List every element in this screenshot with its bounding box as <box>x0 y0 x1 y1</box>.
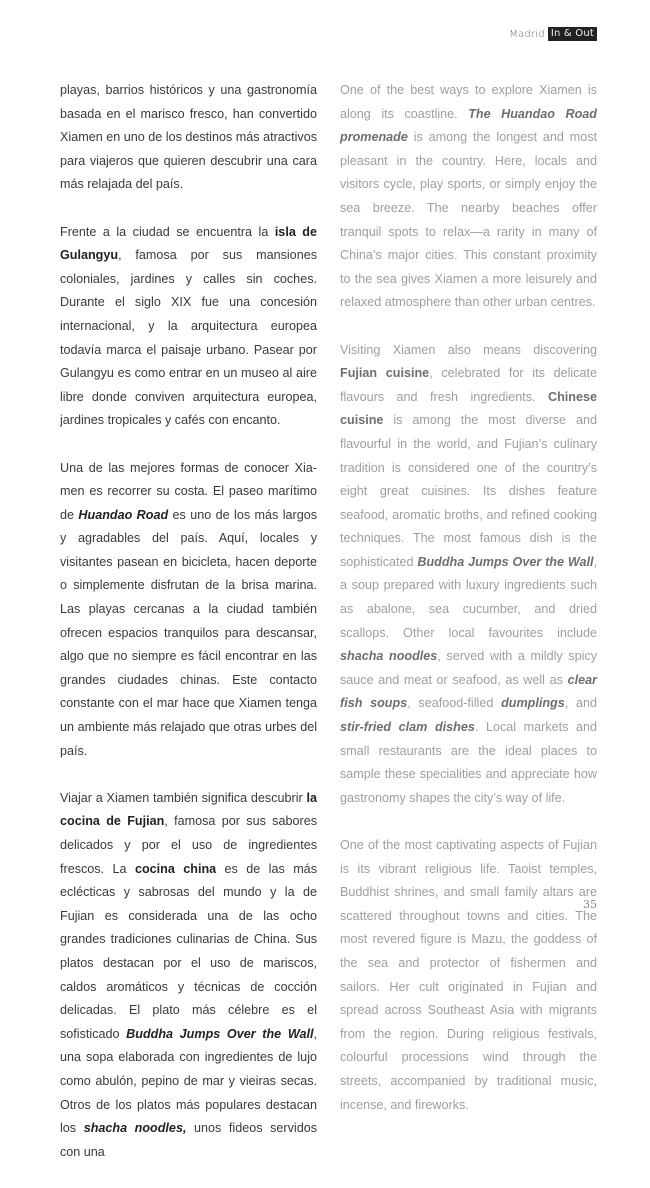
text-run: , and <box>564 696 597 711</box>
english-column <box>340 79 597 1141</box>
text-run: , famosa por sus sabores delicados y por el uso de ingredientes frescos. La <box>60 814 317 876</box>
section-tag: In & Out <box>548 27 597 41</box>
bold-term: cocina china <box>134 861 217 876</box>
text-run: , una sopa elaborada con ingredientes de lujo como abulón, pepino de mar y vieiras secas. Otros de los platos más populares destacan los <box>60 1026 317 1136</box>
emphasized-term: The Huandao Road promenade <box>340 106 598 145</box>
paragraph <box>60 221 317 433</box>
paragraph <box>60 787 317 1165</box>
text-run: , famosa por sus mansiones coloniales, jardines y calles sin coches. Durante el siglo XIX fue una concesión internacional, y la arquitectura europea todavía marca el paisaje urbano. Pasear por Gulangyu es como entrar en un museo al aire libre donde conviven arquitectura europea, jardines tropicales y cafés con encanto. <box>60 248 317 428</box>
emphasized-term: dumplings <box>501 696 565 711</box>
emphasized-term: shacha noodles <box>340 649 438 664</box>
bold-term: Chinese cuisine <box>340 389 597 428</box>
emphasized-term: shacha noodles, <box>83 1121 187 1136</box>
text-run: One of the best ways to explore Xiamen is along its coastline. <box>340 83 597 121</box>
paragraph <box>60 457 317 764</box>
text-run: , served with a mildly spicy sauce and meat or seafood, as well as <box>340 649 597 687</box>
text-run: playas, barrios históricos y una gastronomía basada en el marisco fresco, han convertido Xiamen en uno de los destinos más atractivos para viajeros que quieren descubrir una cara más relajada del país. <box>60 83 317 192</box>
paragraph <box>340 339 597 811</box>
text-run: Visiting Xiamen also means discovering <box>340 342 597 357</box>
text-run: . Local markets and small restaurants are the ideal places to sample these specialities and appreciate how gastronomy shapes the city’s way of life. <box>340 720 598 805</box>
magazine-brand: Madrid <box>509 28 545 40</box>
paragraph <box>60 79 317 197</box>
magazine-header <box>509 27 597 41</box>
emphasized-term: clear fish soups <box>340 672 597 711</box>
text-run: Frente a la ciudad se encuentra la <box>60 224 275 239</box>
emphasized-term: Buddha Jumps Over the Wall <box>126 1026 314 1041</box>
spanish-column <box>60 79 317 1188</box>
emphasized-term: stir-fried clam dishes <box>340 720 475 735</box>
text-run: One of the most captivating aspects of Fujian is its vibrant religious life. Taoist temples, Buddhist shrines, and small family altars are scattered throughout towns and cities. The most revered figure is Mazu, the goddess of the sea and protector of fishermen and sailors. Her cult originated in Fujian and spread across Southeast Asia with migrants from the region. During religious festivals, colourful processions wind through the streets, accompanied by traditional music, incense, and fireworks. <box>340 838 597 1112</box>
paragraph <box>340 79 597 315</box>
text-run: Viajar a Xiamen también significa descubrir <box>60 790 307 805</box>
bold-term: isla de Gulangyu <box>60 224 317 263</box>
text-run: is among the most diverse and flavourful in the world, and Fujian’s culinary tradition is considered one of the country’s eight great cuisines. Its dishes feature seafood, aromatic broths, and refined cooking techniques. The most famous dish is the sophisticated <box>340 413 597 569</box>
text-run: , seafood-filled <box>407 696 502 711</box>
paragraph <box>340 834 597 1117</box>
emphasized-term: Huandao Road <box>78 507 169 522</box>
text-run: unos fideos servidos con una <box>60 1121 317 1159</box>
text-run: es de las más eclécticas y sabrosas del mundo y la de Fujian es considerada una de las ocho grandes tradiciones culinarias de China. Sus platos destacan por el uso de mariscos, caldos aromáticos y técnicas de cocción delicadas. El plato más célebre es el sofisticado <box>60 861 317 1041</box>
bold-term: Fujian cuisine <box>340 366 430 381</box>
emphasized-term: Buddha Jumps Over the Wall <box>417 554 594 569</box>
bold-term: la cocina de Fujian <box>60 790 317 829</box>
page-number: 35 <box>583 898 597 911</box>
text-run: is among the longest and most pleasant in the country. Here, locals and visitors cycle, play sports, or simply enjoy the sea breeze. The nearby beaches offer tranquil spots to relax—a rarity in many of China’s major cities. This constant proximity to the sea gives Xiamen a more leisurely and relaxed atmosphere than other urban centres. <box>340 130 597 310</box>
text-run: Una de las mejores formas de conocer Xiamen es recorrer su costa. El paseo marítimo de <box>60 460 317 522</box>
text-run: , celebrated for its delicate flavours and fresh ingredients. <box>340 366 597 404</box>
text-run: , a soup prepared with luxury ingredients such as abalone, sea cucumber, and dried scallops. Other local favourites include <box>340 554 598 640</box>
text-run: es uno de los más largos y agradables del país. Aquí, locales y visitantes pasean en bicicleta, hacen deporte o simplemente disfrutan de la brisa marina. Las playas cercanas a la ciudad también ofrecen espacios tranquilos para descansar, algo que no siempre es fácil encontrar en las grandes ciudades chinas. Este contacto constante con el mar hace que Xiamen tenga un ambiente más relajado que otras urbes del país. <box>60 507 317 758</box>
